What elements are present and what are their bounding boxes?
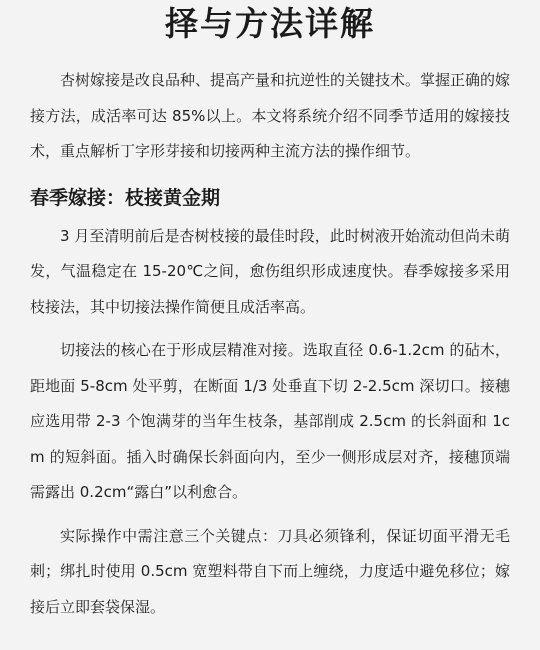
section-paragraph-2: 切接法的核心在于形成层精准对接。选取直径 0.6-1.2cm 的砧木，距地面 5-8cm 处平剪，在断面 1/3 处垂直下切 2-2.5cm 深切口。接穗应选用带 2-3 个饱满芽的当年生枝条，基部削成 2.5cm 的长斜面和 1cm 的短斜面。插入时确保长斜面向内，至少一侧形成层对齐，接穗顶端需露出 0.2cm“露白”以利愈合。 [30, 341, 510, 501]
section-paragraph-1: 3 月至清明前后是杏树枝接的最佳时段，此时树液开始流动但尚未萌发，气温稳定在 15-20℃之间，愈伤组织形成速度快。春季嫁接多采用枝接法，其中切接法操作简便且成活率高。 [30, 226, 510, 316]
article-title: 择与方法详解 [165, 4, 375, 43]
section-heading: 春季嫁接：枝接黄金期 [30, 186, 221, 209]
section-paragraph-3: 实际操作中需注意三个关键点：刀具必须锋利，保证切面平滑无毛刺；绑扎时使用 0.5cm 宽塑料带自下而上缠绕，力度适中避免移位；嫁接后立即套袋保湿。 [30, 526, 510, 616]
intro-paragraph: 杏树嫁接是改良品种、提高产量和抗逆性的关键技术。掌握正确的嫁接方法，成活率可达 85%以上。本文将系统介绍不同季节适用的嫁接技术，重点解析丁字形芽接和切接两种主流方法的操作细节。 [30, 71, 511, 160]
